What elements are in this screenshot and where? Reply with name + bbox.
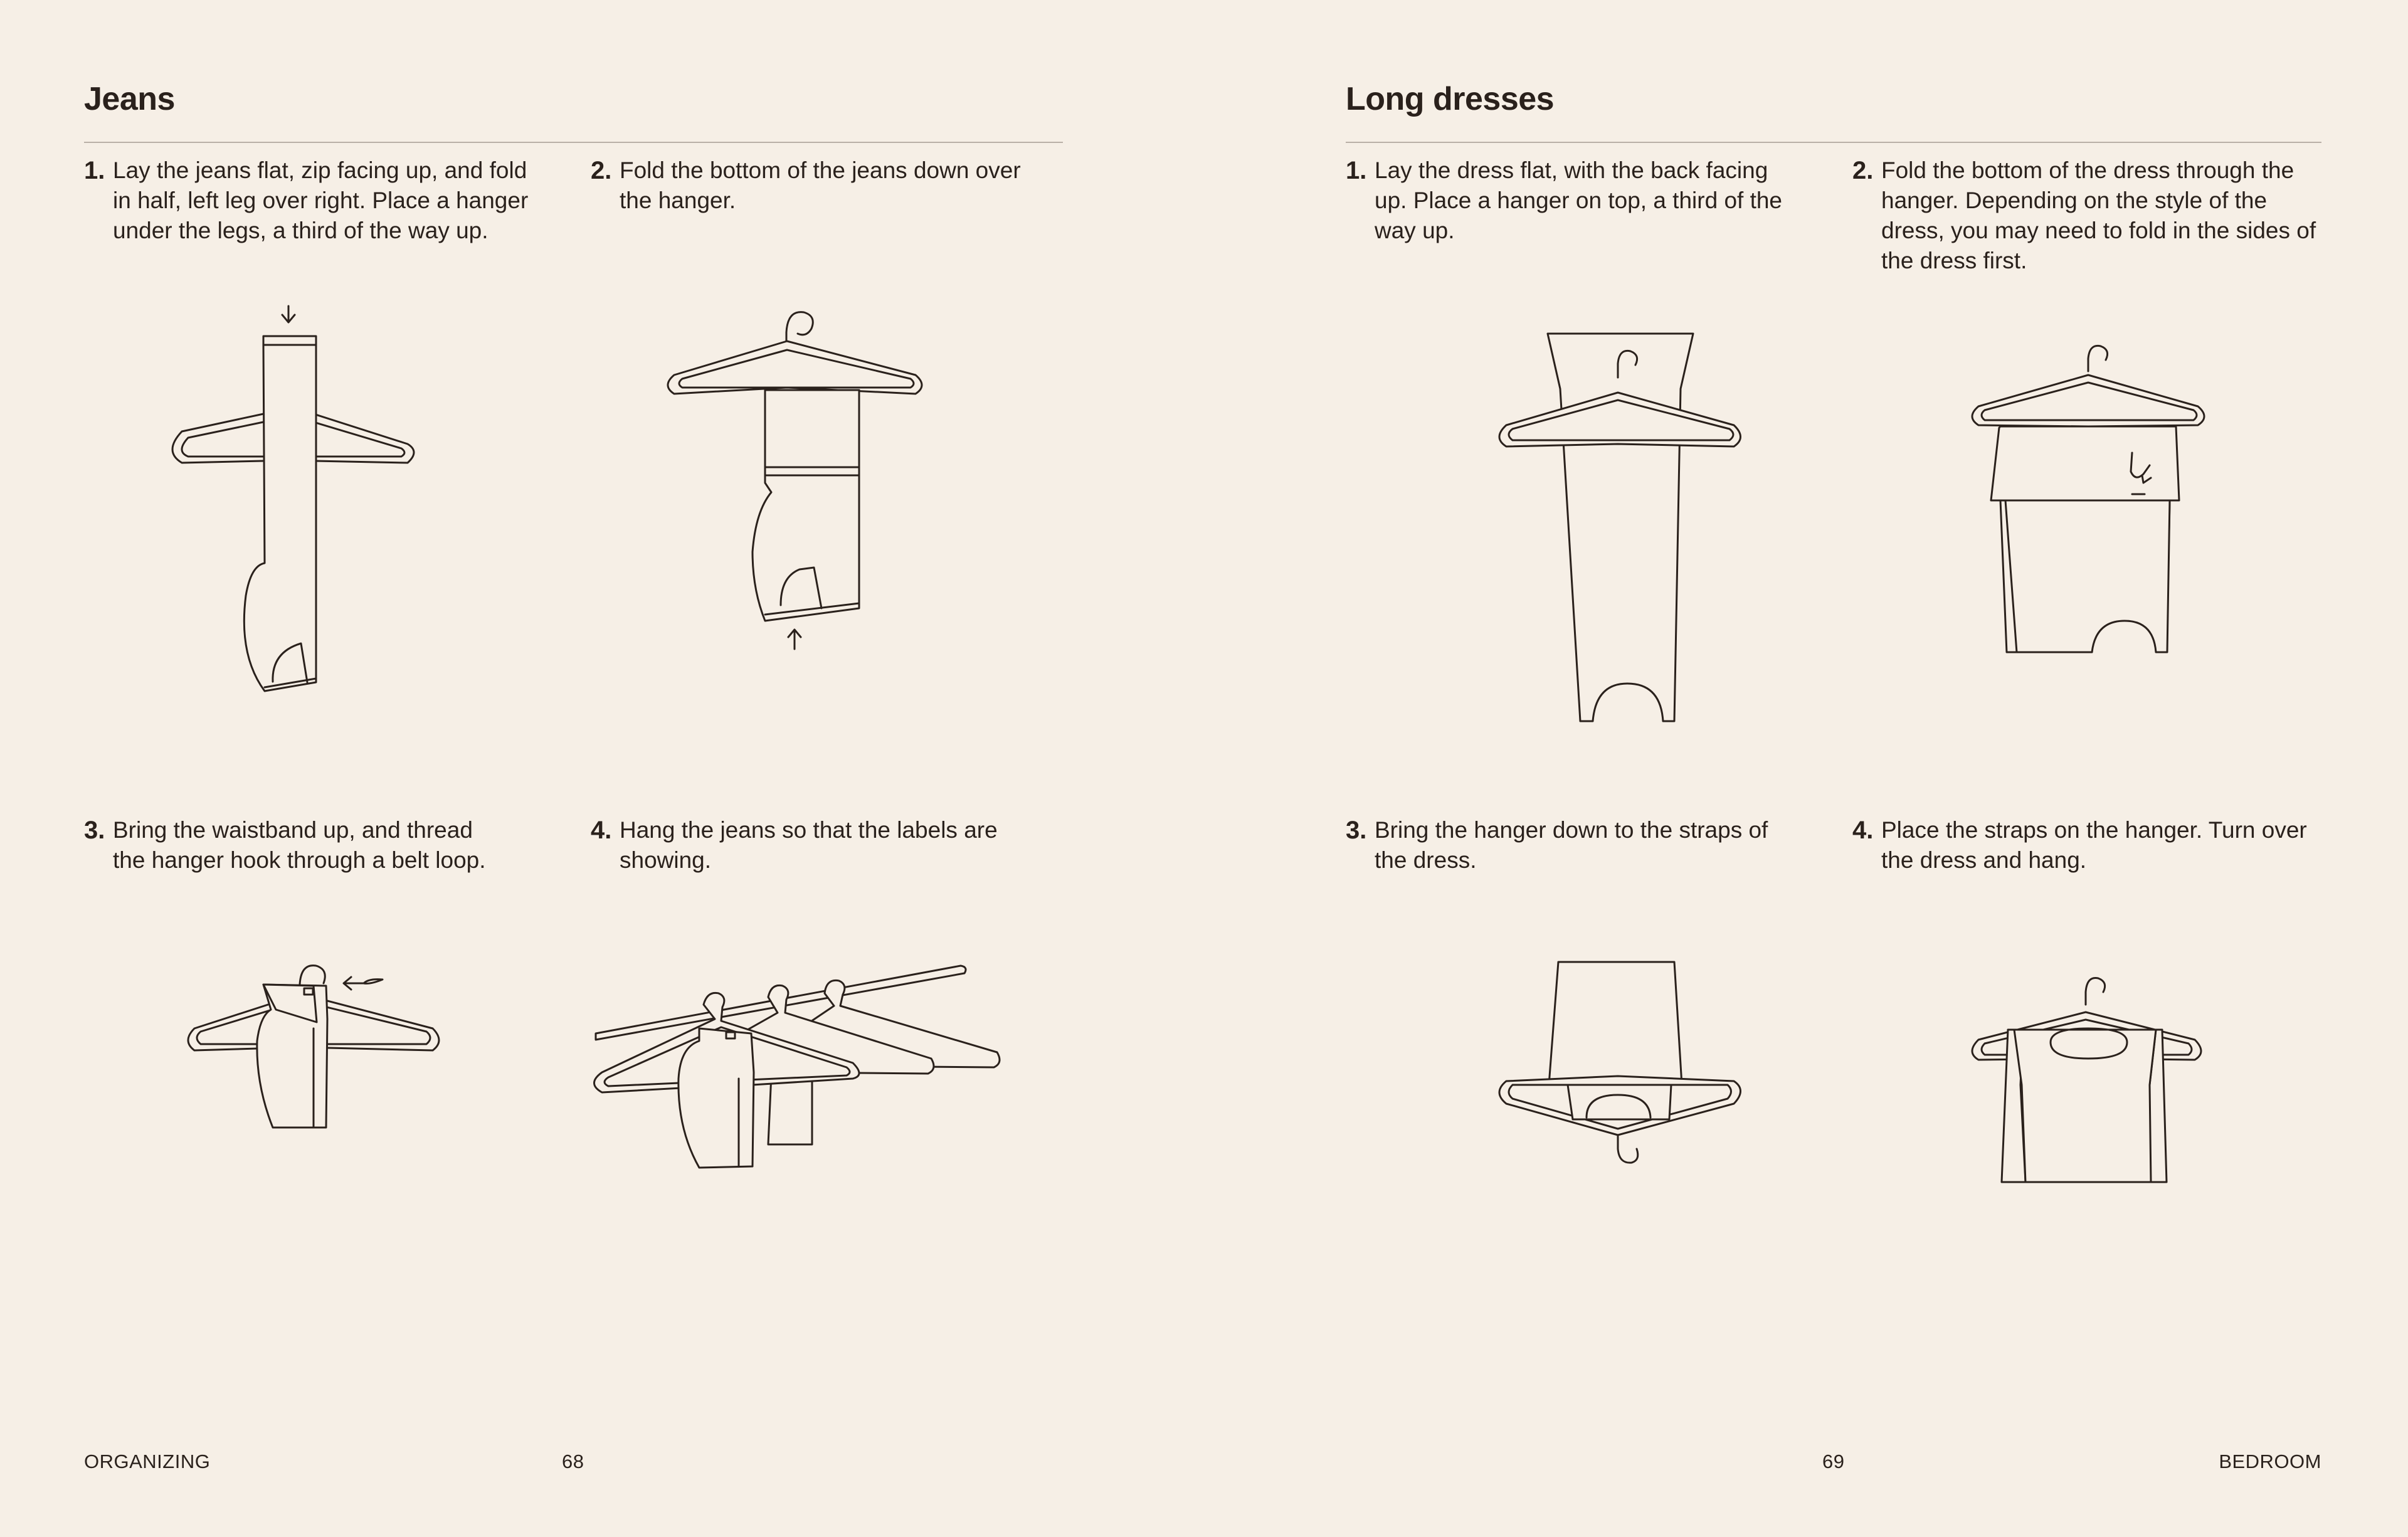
dress-step1-illustration xyxy=(1492,332,1756,734)
title-divider xyxy=(84,142,1063,143)
page-number: 69 xyxy=(1822,1450,1845,1472)
step-text: Hang the jeans so that the labels are showing. xyxy=(620,817,998,873)
jeans-step3-illustration xyxy=(182,959,458,1135)
step-number: 1. xyxy=(84,157,105,184)
dress-step4-illustration xyxy=(1963,959,2201,1185)
jeans-step-3 xyxy=(84,815,498,875)
step-number: 3. xyxy=(84,816,105,844)
footer-section-label: ORGANIZING xyxy=(84,1450,211,1472)
step-text: Place the straps on the hanger. Turn over the dress and hang. xyxy=(1881,817,2307,873)
step-text: Lay the jeans flat, zip facing up, and fold in half, left leg over right. Place a hanger under the legs, a third of the way up. xyxy=(113,157,529,243)
dress-step2-illustration xyxy=(1963,326,2201,665)
page-number: 68 xyxy=(562,1450,584,1472)
step-number: 3. xyxy=(1346,816,1367,844)
jeans-step1-illustration xyxy=(157,295,420,702)
step-text: Lay the dress flat, with the back facing up. Place a hanger on top, a third of the way up. xyxy=(1375,157,1783,243)
footer-section-label: BEDROOM xyxy=(2219,1450,2321,1472)
step-text: Fold the bottom of the dress through the hanger. Depending on the style of the dress, you may need to fold in the sides of the dress first. xyxy=(1881,157,2316,273)
step-number: 4. xyxy=(1852,816,1874,844)
jeans-step4-illustration xyxy=(589,953,1016,1179)
dress-step3-illustration xyxy=(1492,953,1756,1191)
step-number: 4. xyxy=(591,816,612,844)
title-divider xyxy=(1346,142,2321,143)
step-number: 2. xyxy=(591,157,612,184)
section-title-long-dresses: Long dresses xyxy=(1346,81,1555,117)
step-number: 1. xyxy=(1346,157,1367,184)
step-number: 2. xyxy=(1852,157,1874,184)
right-page xyxy=(1204,0,2408,1537)
section-title-jeans: Jeans xyxy=(84,81,175,117)
dress-step-3 xyxy=(1346,815,1785,875)
jeans-step-2 xyxy=(591,156,1042,216)
dress-step-4 xyxy=(1852,815,2316,875)
step-text: Bring the hanger down to the straps of the dress. xyxy=(1375,817,1768,873)
step-text: Fold the bottom of the jeans down over the hanger. xyxy=(620,157,1021,213)
dress-step-2 xyxy=(1852,156,2316,276)
jeans-step2-illustration xyxy=(665,301,928,658)
step-text: Bring the waistband up, and thread the hanger hook through a belt loop. xyxy=(113,817,486,873)
jeans-step-4 xyxy=(591,815,1005,875)
dress-step-1 xyxy=(1346,156,1797,246)
jeans-step-1 xyxy=(84,156,536,246)
